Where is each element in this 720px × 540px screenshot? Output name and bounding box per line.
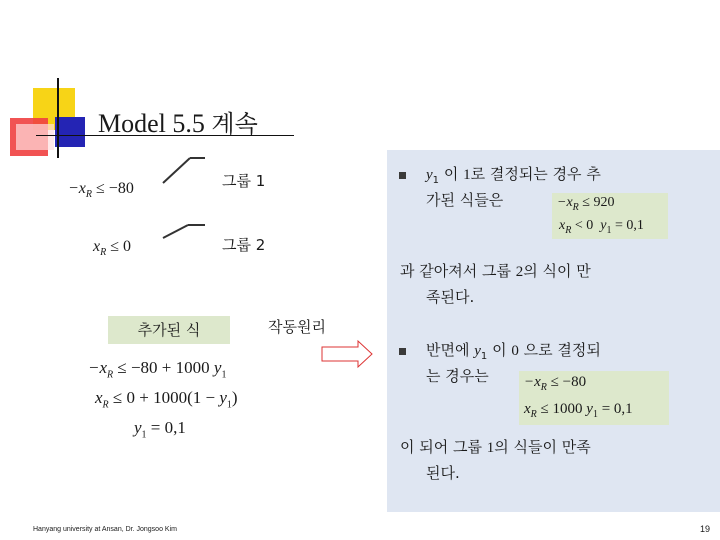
title-main: Model 5.5	[98, 109, 205, 138]
constraint-1: $-x_R \le -80$	[68, 180, 134, 201]
paragraph-1-line2: 가된 식들은	[426, 191, 504, 209]
added-label: 추가된 식	[108, 316, 230, 344]
page-number: 19	[700, 524, 711, 534]
slide-title	[98, 104, 258, 139]
conclusion-1-line2: 족된다.	[426, 288, 475, 306]
group1-label: 그룹 1	[222, 172, 266, 190]
paragraph-2-line2: 는 경우는	[426, 367, 489, 385]
added-line-2: $x_R \le 0 + 1000(1 - y_1)$	[95, 388, 238, 411]
conclusion-2-line1: 이 되어 그룹 1의 식들이 만족	[400, 438, 591, 456]
arrow-group2-diag	[163, 225, 188, 238]
equation-box-2-row1: $-x_R \le -80$	[524, 374, 587, 393]
footer-credit: Hanyang university at Ansan, Dr. Jongsoo Kim	[33, 526, 177, 533]
group2-label: 그룹 2	[222, 236, 266, 254]
bullet-1	[399, 172, 406, 179]
decor-blue-square	[55, 117, 85, 147]
constraint-2: $x_R \le 0$	[93, 238, 131, 259]
equation-box-1-row1: $-x_R \le 920$	[557, 195, 615, 213]
mechanism-label: 작동원리	[268, 318, 326, 336]
paragraph-1-line1: $y_1$ 이 1로 결정되는 경우 추	[426, 165, 601, 186]
decor-red-square-light	[16, 124, 54, 150]
mechanism-arrow	[322, 341, 372, 367]
decor-vertical-line	[57, 78, 59, 158]
title-korean: 계속	[211, 110, 258, 138]
added-line-1: $-x_R \le -80 + 1000$ $y_1$	[88, 358, 227, 381]
arrow-group1-diag	[163, 158, 190, 183]
equation-box-1-row2: $x_R < 0$ $y_1 = 0,1$	[559, 218, 644, 236]
conclusion-1-line1: 과 같아져서 그룹 2의 식이 만	[400, 262, 591, 280]
equation-box-2-row2: $x_R \le 1000$ $y_1 = 0,1$	[524, 401, 633, 420]
added-line-3: $y_1 = 0,1$	[134, 418, 186, 441]
conclusion-2-line2: 된다.	[426, 464, 460, 482]
paragraph-2-line1: 반면에 $y_1$ 이 0 으로 결정되	[426, 341, 601, 362]
bullet-2	[399, 348, 406, 355]
